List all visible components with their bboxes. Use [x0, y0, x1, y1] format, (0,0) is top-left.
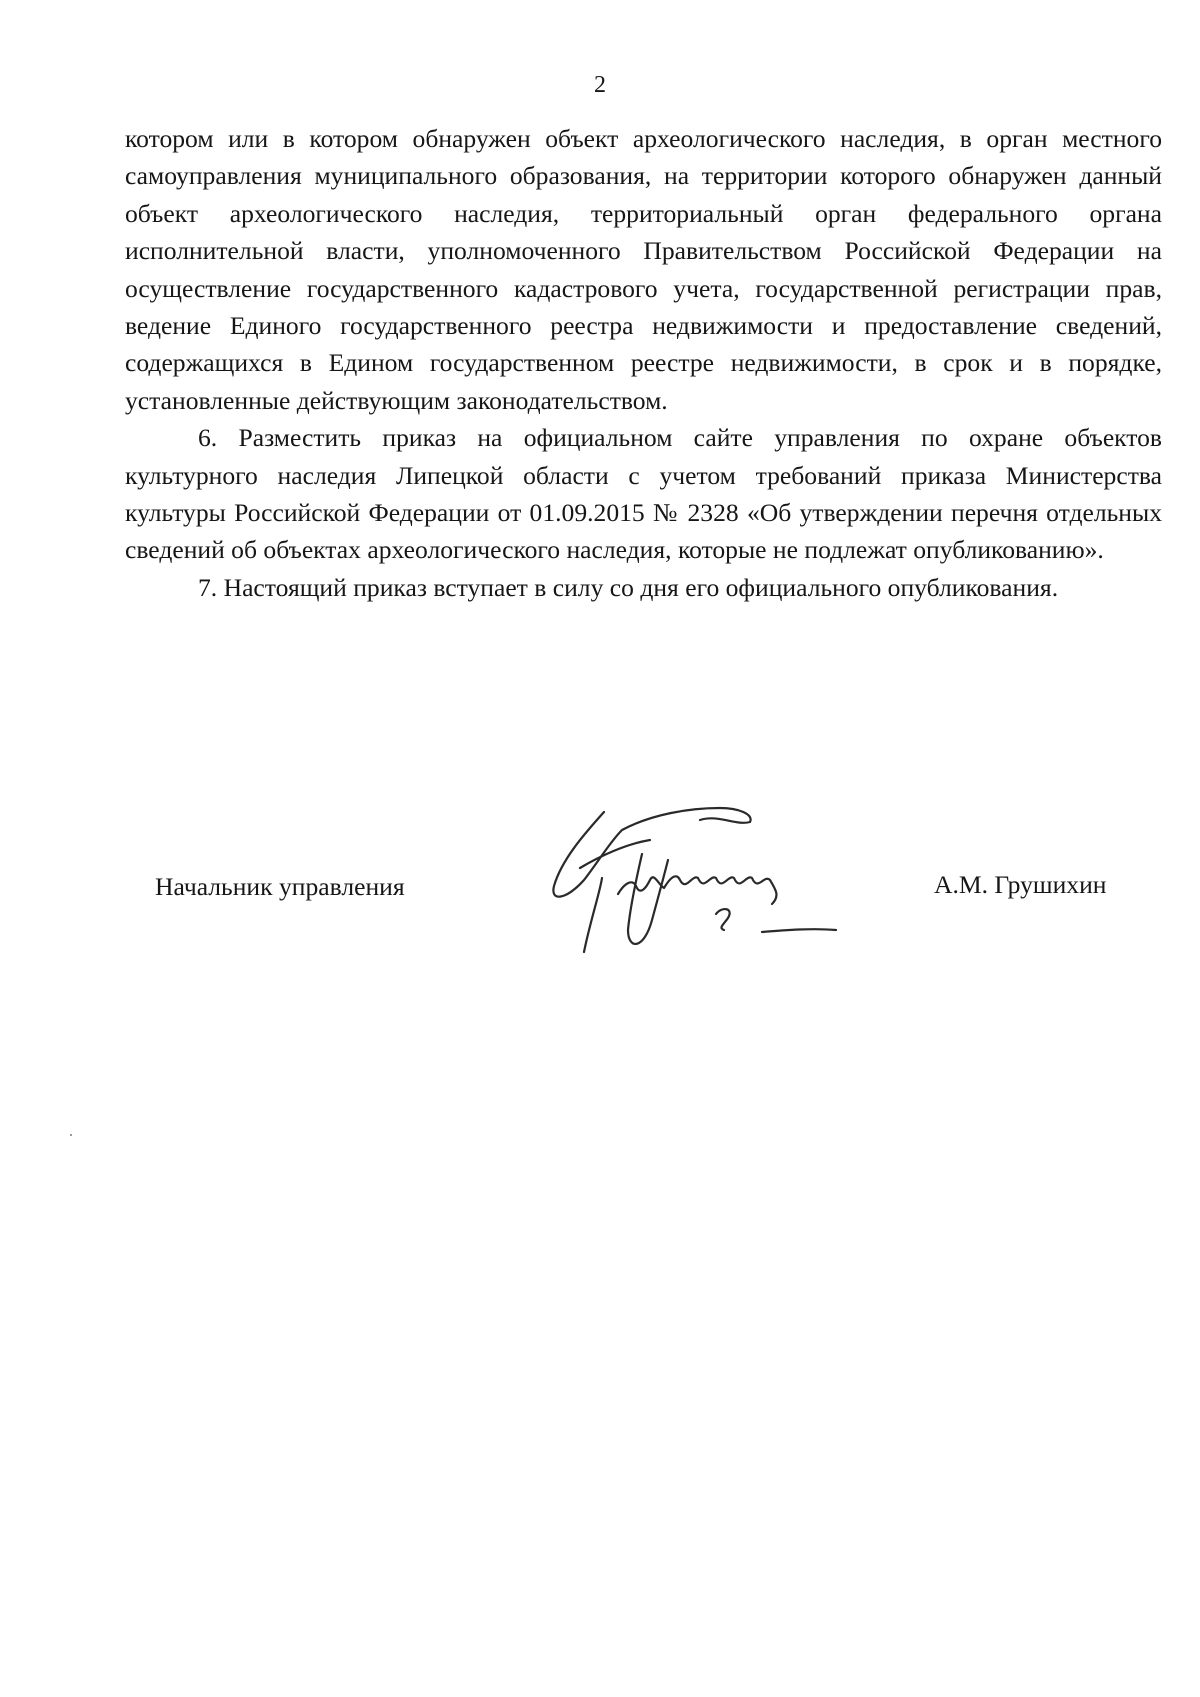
paragraph-7: 7. Настоящий приказ вступает в силу со дня его официального опубликования.: [198, 572, 1059, 602]
scan-artifact-dot: [70, 1134, 72, 1136]
signer-name: А.М. Грушихин: [934, 870, 1107, 899]
signer-position: Начальник управления: [155, 872, 405, 901]
handwritten-signature: [540, 800, 880, 970]
paragraph-6: 6. Разместить приказ на официальном сайте управления по охране объектов культурного наследия Липецкой области с учетом требований приказа Министерства культуры Российской Федерации от 01.09.2015 № 2328 «Об утверждении перечня отдельных сведений об объектах археологического наследия, которые не подлежат опубликованию».: [125, 423, 1162, 565]
page-number: 2: [594, 72, 606, 98]
paragraph-5-continuation: котором или в котором обнаружен объект археологического наследия, в орган местного самоуправления муниципального образования, на территории которого обнаружен данный объект археологического наследия, территориальный орган федерального органа исполнительной власти, уполномоченного Правительством Российской Федерации на осуществление государственного кадастрового учета, государственной регистрации прав, ведение Единого государственного реестра недвижимости и предоставление сведений, содержащихся в Едином государственном реестре недвижимости, в срок и в порядке, установленные действующим законодательством.: [125, 124, 1162, 415]
